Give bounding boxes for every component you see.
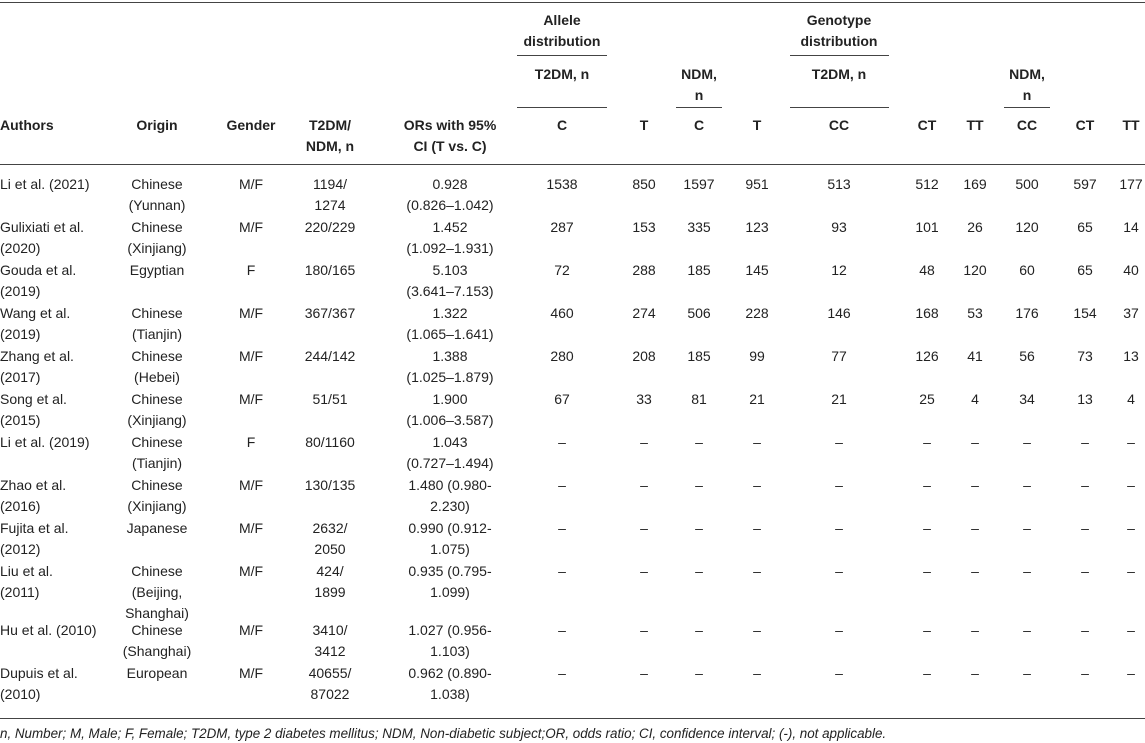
cell-allele-ndm-t: 123 — [745, 219, 769, 235]
genotype-distribution-header: Genotype distribution — [800, 12, 878, 49]
cell-geno-t2dm-tt: 26 — [967, 219, 983, 235]
cell-geno-t2dm-cc: 93 — [831, 219, 847, 235]
cell-gender: F — [246, 434, 256, 450]
cell-t2dm-ndm-n: 80/1160 — [305, 434, 355, 450]
allele-t2dm-header: T2DM, n — [534, 66, 590, 82]
cell-authors: Zhang et al. (2017) — [0, 348, 74, 385]
cell-allele-t2dm-t: – — [640, 665, 648, 681]
cell-geno-t2dm-cc: – — [835, 434, 843, 450]
cell-authors: Zhao et al. (2016) — [0, 477, 67, 514]
col-header-geno-ndm-cc: CC — [1016, 117, 1038, 133]
cell-geno-ndm-tt: 13 — [1123, 348, 1139, 364]
cell-geno-t2dm-ct: 126 — [915, 348, 939, 364]
cell-allele-ndm-c: 185 — [687, 262, 711, 278]
allele-group-rule — [517, 55, 607, 56]
cell-authors: Hu et al. (2010) — [0, 622, 97, 638]
cell-gender: M/F — [238, 219, 264, 235]
cell-gender: M/F — [238, 348, 264, 364]
cell-allele-t2dm-t: 288 — [632, 262, 656, 278]
cell-t2dm-ndm-n: 3410/ 3412 — [312, 622, 348, 659]
allele-distribution-header: Allele distribution — [523, 12, 601, 49]
cell-allele-ndm-t: 951 — [745, 176, 769, 192]
cell-geno-t2dm-tt: – — [971, 665, 979, 681]
cell-t2dm-ndm-n: 51/51 — [312, 391, 348, 407]
cell-geno-t2dm-cc: 21 — [831, 391, 847, 407]
cell-geno-ndm-tt: – — [1127, 520, 1135, 536]
cell-geno-t2dm-tt: – — [971, 520, 979, 536]
cell-allele-t2dm-t: 274 — [632, 305, 656, 321]
cell-geno-t2dm-cc: – — [835, 665, 843, 681]
cell-allele-t2dm-t: 33 — [636, 391, 652, 407]
cell-geno-ndm-cc: 120 — [1015, 219, 1039, 235]
cell-or-95ci: 1.900 (1.006–3.587) — [406, 391, 494, 428]
cell-allele-ndm-t: 228 — [745, 305, 769, 321]
cell-t2dm-ndm-n: 1194/ 1274 — [313, 176, 347, 213]
allele-ndm-header: NDM, n — [681, 66, 717, 103]
cell-gender: F — [246, 262, 256, 278]
cell-geno-ndm-cc: 176 — [1015, 305, 1039, 321]
cell-allele-ndm-t: 145 — [745, 262, 769, 278]
geno-ndm-rule — [1004, 107, 1050, 108]
cell-geno-ndm-ct: 73 — [1077, 348, 1093, 364]
cell-geno-ndm-tt: 40 — [1123, 262, 1139, 278]
cell-geno-ndm-cc: – — [1023, 665, 1031, 681]
cell-allele-ndm-c: 506 — [687, 305, 711, 321]
cell-or-95ci: 1.027 (0.956- 1.103) — [408, 622, 492, 659]
cell-geno-t2dm-tt: – — [971, 477, 979, 493]
col-header-allele-t2dm-c: C — [556, 117, 568, 133]
cell-geno-t2dm-cc: 12 — [831, 262, 847, 278]
cell-authors: Liu et al. (2011) — [0, 563, 53, 600]
cell-origin: Chinese (Tianjin) — [131, 305, 183, 342]
cell-allele-ndm-c: – — [695, 563, 703, 579]
col-header-authors: Authors — [0, 117, 54, 133]
cell-allele-ndm-c: 81 — [691, 391, 707, 407]
cell-allele-ndm-c: 1597 — [683, 176, 715, 192]
cell-or-95ci: 1.322 (1.065–1.641) — [406, 305, 494, 342]
cell-origin: Chinese (Shanghai) — [122, 622, 192, 659]
cell-geno-ndm-ct: 65 — [1077, 262, 1093, 278]
cell-allele-ndm-c: – — [695, 434, 703, 450]
col-header-allele-ndm-t: T — [752, 117, 762, 133]
cell-geno-t2dm-cc: – — [835, 520, 843, 536]
cell-geno-ndm-cc: – — [1023, 520, 1031, 536]
allele-t2dm-rule — [517, 107, 607, 108]
cell-geno-ndm-ct: – — [1081, 622, 1089, 638]
cell-or-95ci: 1.452 (1.092–1.931) — [406, 219, 494, 256]
cell-or-95ci: 0.928 (0.826–1.042) — [406, 176, 494, 213]
geno-ndm-header: NDM, n — [1009, 66, 1045, 103]
cell-geno-ndm-ct: – — [1081, 520, 1089, 536]
cell-geno-ndm-cc: – — [1023, 563, 1031, 579]
col-header-geno-t2dm-tt: TT — [966, 117, 984, 133]
col-header-or-95ci: ORs with 95% CI (T vs. C) — [403, 117, 497, 154]
cell-authors: Wang et al. (2019) — [0, 305, 71, 342]
allele-ndm-rule — [676, 107, 722, 108]
cell-origin: Japanese — [126, 520, 188, 536]
cell-or-95ci: 1.043 (0.727–1.494) — [406, 434, 494, 471]
cell-geno-ndm-cc: – — [1023, 477, 1031, 493]
cell-authors: Song et al. (2015) — [0, 391, 67, 428]
cell-geno-ndm-tt: 37 — [1123, 305, 1139, 321]
cell-geno-t2dm-cc: 146 — [827, 305, 851, 321]
cell-geno-t2dm-cc: – — [835, 477, 843, 493]
cell-origin: Chinese (Xinjiang) — [127, 219, 187, 256]
cell-or-95ci: 0.962 (0.890- 1.038) — [408, 665, 492, 702]
col-header-geno-t2dm-cc: CC — [828, 117, 850, 133]
cell-allele-ndm-t: 99 — [749, 348, 765, 364]
cell-allele-ndm-c: – — [695, 477, 703, 493]
cell-allele-ndm-t: – — [753, 563, 761, 579]
cell-allele-t2dm-t: – — [640, 563, 648, 579]
cell-geno-t2dm-tt: 169 — [963, 176, 987, 192]
cell-or-95ci: 0.935 (0.795- 1.099) — [408, 563, 492, 600]
cell-allele-t2dm-c: – — [558, 665, 566, 681]
cell-geno-t2dm-ct: – — [923, 520, 931, 536]
cell-geno-t2dm-ct: – — [923, 434, 931, 450]
cell-allele-ndm-t: – — [753, 434, 761, 450]
cell-allele-t2dm-c: – — [558, 520, 566, 536]
cell-geno-t2dm-cc: – — [835, 563, 843, 579]
cell-geno-ndm-tt: – — [1127, 563, 1135, 579]
cell-or-95ci: 5.103 (3.641–7.153) — [406, 262, 494, 299]
cell-geno-t2dm-ct: – — [923, 665, 931, 681]
cell-allele-ndm-c: – — [695, 520, 703, 536]
table-footnote: n, Number; M, Male; F, Female; T2DM, type 2 diabetes mellitus; NDM, Non-diabetic subject;OR, odds ratio; CI, confidence interval; (-), not applicable. — [0, 726, 887, 741]
cell-origin: Chinese (Tianjin) — [131, 434, 183, 471]
cell-t2dm-ndm-n: 40655/ 87022 — [308, 665, 352, 702]
geno-t2dm-rule — [790, 107, 889, 108]
cell-or-95ci: 1.388 (1.025–1.879) — [406, 348, 494, 385]
cell-geno-ndm-tt: – — [1127, 434, 1135, 450]
cell-authors: Dupuis et al. (2010) — [0, 665, 78, 702]
cell-geno-ndm-tt: – — [1127, 477, 1135, 493]
cell-allele-t2dm-t: – — [640, 477, 648, 493]
cell-geno-t2dm-tt: – — [971, 563, 979, 579]
cell-authors: Gulixiati et al. (2020) — [0, 219, 85, 256]
cell-geno-ndm-ct: 154 — [1073, 305, 1097, 321]
cell-gender: M/F — [238, 176, 264, 192]
cell-allele-t2dm-t: 153 — [632, 219, 656, 235]
cell-geno-t2dm-tt: 41 — [967, 348, 983, 364]
cell-origin: Chinese (Hebei) — [131, 348, 183, 385]
cell-geno-ndm-tt: – — [1127, 665, 1135, 681]
cell-allele-t2dm-c: 460 — [550, 305, 574, 321]
cell-geno-t2dm-ct: 25 — [919, 391, 935, 407]
cell-origin: Chinese (Beijing, Shanghai) — [125, 563, 189, 621]
cell-origin: Egyptian — [129, 262, 185, 278]
cell-gender: M/F — [238, 391, 264, 407]
header-bottom-rule — [0, 164, 1145, 165]
cell-allele-t2dm-c: 67 — [554, 391, 570, 407]
col-header-origin: Origin — [136, 117, 178, 133]
cell-geno-t2dm-ct: 101 — [915, 219, 939, 235]
col-header-geno-ndm-ct: CT — [1075, 117, 1095, 133]
cell-t2dm-ndm-n: 244/142 — [304, 348, 356, 364]
cell-t2dm-ndm-n: 424/ 1899 — [314, 563, 346, 600]
cell-origin: Chinese (Xinjiang) — [127, 391, 187, 428]
cell-allele-t2dm-c: – — [558, 477, 566, 493]
col-header-gender: Gender — [226, 117, 276, 133]
cell-t2dm-ndm-n: 367/367 — [304, 305, 356, 321]
col-header-t2dm-ndm-n: T2DM/ NDM, n — [305, 117, 355, 154]
cell-allele-t2dm-t: 208 — [632, 348, 656, 364]
cell-geno-t2dm-ct: – — [923, 477, 931, 493]
cell-geno-t2dm-ct: 168 — [915, 305, 939, 321]
cell-geno-ndm-cc: 34 — [1019, 391, 1035, 407]
cell-allele-t2dm-c: – — [558, 434, 566, 450]
cell-geno-ndm-ct: 65 — [1077, 219, 1093, 235]
cell-gender: M/F — [238, 477, 264, 493]
cell-geno-ndm-cc: 60 — [1019, 262, 1035, 278]
cell-allele-ndm-t: – — [753, 622, 761, 638]
cell-or-95ci: 1.480 (0.980- 2.230) — [408, 477, 492, 514]
cell-authors: Li et al. (2021) — [0, 176, 90, 192]
cell-authors: Li et al. (2019) — [0, 434, 90, 450]
cell-geno-ndm-ct: 13 — [1077, 391, 1093, 407]
cell-gender: M/F — [238, 563, 264, 579]
cell-allele-t2dm-t: 850 — [632, 176, 656, 192]
geno-t2dm-header: T2DM, n — [811, 66, 867, 82]
cell-allele-t2dm-t: – — [640, 520, 648, 536]
col-header-allele-t2dm-t: T — [639, 117, 649, 133]
cell-allele-t2dm-c: 72 — [554, 262, 570, 278]
cell-origin: Chinese (Yunnan) — [128, 176, 186, 213]
cell-allele-t2dm-c: 287 — [550, 219, 574, 235]
cell-geno-ndm-cc: – — [1023, 434, 1031, 450]
cell-geno-t2dm-ct: – — [923, 622, 931, 638]
cell-origin: European — [126, 665, 188, 681]
cell-allele-ndm-c: – — [695, 622, 703, 638]
cell-geno-ndm-ct: – — [1081, 434, 1089, 450]
cell-allele-t2dm-c: 280 — [550, 348, 574, 364]
cell-geno-ndm-tt: 4 — [1127, 391, 1135, 407]
cell-gender: M/F — [238, 622, 264, 638]
cell-origin: Chinese (Xinjiang) — [127, 477, 187, 514]
col-header-allele-ndm-c: C — [693, 117, 705, 133]
cell-geno-t2dm-tt: – — [971, 622, 979, 638]
cell-geno-ndm-tt: 14 — [1123, 219, 1139, 235]
cell-geno-t2dm-ct: 48 — [919, 262, 935, 278]
cell-geno-ndm-ct: – — [1081, 477, 1089, 493]
cell-geno-ndm-ct: – — [1081, 563, 1089, 579]
cell-geno-t2dm-ct: – — [923, 563, 931, 579]
cell-geno-t2dm-tt: 4 — [971, 391, 979, 407]
cell-allele-ndm-t: – — [753, 520, 761, 536]
cell-allele-t2dm-c: – — [558, 622, 566, 638]
cell-allele-ndm-c: 185 — [687, 348, 711, 364]
cell-geno-t2dm-ct: 512 — [915, 176, 939, 192]
cell-gender: M/F — [238, 665, 264, 681]
cell-allele-ndm-c: 335 — [687, 219, 711, 235]
cell-t2dm-ndm-n: 180/165 — [304, 262, 356, 278]
cell-t2dm-ndm-n: 220/229 — [304, 219, 356, 235]
cell-or-95ci: 0.990 (0.912- 1.075) — [408, 520, 492, 557]
cell-allele-ndm-c: – — [695, 665, 703, 681]
cell-geno-ndm-cc: – — [1023, 622, 1031, 638]
cell-authors: Fujita et al. (2012) — [0, 520, 69, 557]
cell-geno-t2dm-cc: 513 — [827, 176, 851, 192]
cell-allele-ndm-t: – — [753, 477, 761, 493]
cell-geno-t2dm-cc: 77 — [831, 348, 847, 364]
cell-allele-t2dm-c: 1538 — [546, 176, 578, 192]
cell-geno-t2dm-tt: – — [971, 434, 979, 450]
cell-gender: M/F — [238, 305, 264, 321]
cell-geno-ndm-cc: 56 — [1019, 348, 1035, 364]
genotype-group-rule — [790, 55, 889, 56]
cell-allele-ndm-t: – — [753, 665, 761, 681]
table-bottom-rule — [0, 718, 1145, 719]
top-rule — [0, 2, 1145, 3]
cell-allele-t2dm-t: – — [640, 622, 648, 638]
cell-geno-ndm-tt: 177 — [1119, 176, 1143, 192]
cell-t2dm-ndm-n: 2632/ 2050 — [312, 520, 348, 557]
cell-geno-ndm-ct: 597 — [1073, 176, 1097, 192]
cell-allele-t2dm-t: – — [640, 434, 648, 450]
cell-geno-t2dm-cc: – — [835, 622, 843, 638]
cell-geno-ndm-ct: – — [1081, 665, 1089, 681]
col-header-geno-t2dm-ct: CT — [917, 117, 937, 133]
cell-geno-t2dm-tt: 53 — [967, 305, 983, 321]
cell-allele-ndm-t: 21 — [749, 391, 765, 407]
cell-t2dm-ndm-n: 130/135 — [304, 477, 356, 493]
cell-geno-t2dm-tt: 120 — [963, 262, 987, 278]
cell-allele-t2dm-c: – — [558, 563, 566, 579]
cell-geno-ndm-cc: 500 — [1015, 176, 1039, 192]
cell-gender: M/F — [238, 520, 264, 536]
col-header-geno-ndm-tt: TT — [1122, 117, 1140, 133]
cell-authors: Gouda et al. (2019) — [0, 262, 77, 299]
cell-geno-ndm-tt: – — [1127, 622, 1135, 638]
